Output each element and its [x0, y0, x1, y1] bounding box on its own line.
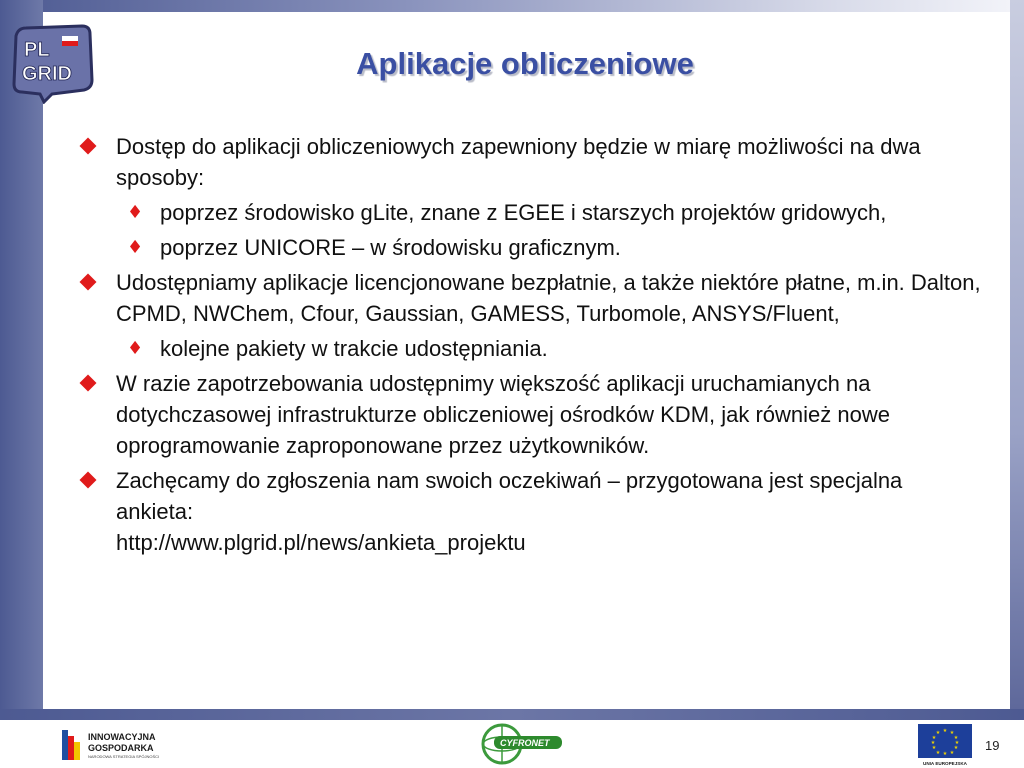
page-number: 19 — [985, 738, 1000, 753]
bullet-text: Dostęp do aplikacji obliczeniowych zapewniony będzie w miarę możliwości na dwa sposoby: — [116, 134, 921, 190]
survey-link[interactable]: http://www.plgrid.pl/news/ankieta_projektu — [116, 530, 526, 555]
svg-text:★: ★ — [930, 740, 936, 746]
small-diamond-bullet-icon: ♦ — [127, 338, 144, 359]
bullet-text: Zachęcamy do zgłoszenia nam swoich oczekiwań – przygotowana jest specjalna ankieta: — [116, 468, 903, 524]
bullet-item-licensed-apps — [78, 267, 983, 329]
svg-text:★: ★ — [953, 745, 959, 751]
svg-text:NARODOWA STRATEGIA SPÓJNOŚCI: NARODOWA STRATEGIA SPÓJNOŚCI — [88, 754, 160, 759]
slide-footer — [0, 720, 1024, 768]
frame-bottom-bar — [0, 709, 1024, 720]
sub-bullet-item-glite — [78, 197, 983, 228]
bullet-item-access — [78, 131, 983, 193]
svg-text:INNOWACYJNA: INNOWACYJNA — [88, 732, 156, 742]
bullet-item-on-demand — [78, 368, 983, 461]
svg-text:★: ★ — [935, 730, 941, 736]
svg-text:★: ★ — [931, 745, 937, 751]
svg-text:★: ★ — [953, 735, 959, 741]
slide-title: Aplikacje obliczeniowe — [356, 46, 694, 81]
diamond-bullet-icon — [80, 375, 97, 392]
eu-flag-logo — [916, 723, 974, 767]
plgrid-logo — [8, 22, 96, 104]
svg-text:★: ★ — [942, 751, 948, 757]
svg-text:CYFRONET: CYFRONET — [500, 738, 550, 748]
svg-text:★: ★ — [954, 740, 960, 746]
slide-body — [78, 131, 983, 562]
cyfronet-logo — [476, 722, 566, 766]
diamond-bullet-icon — [80, 274, 97, 291]
diamond-bullet-icon — [80, 138, 97, 155]
svg-text:★: ★ — [935, 750, 941, 756]
innowacyjna-gospodarka-logo — [60, 726, 180, 764]
bullet-text: Udostępniamy aplikacje licencjonowane bezpłatnie, a także niektóre płatne, m.in. Dalton, CPMD, NWChem, Cfour, Gaussian, GAMESS, Turbomole, ANSYS/Fluent, — [116, 270, 981, 326]
bullet-item-survey — [78, 465, 983, 558]
svg-text:★: ★ — [949, 730, 955, 736]
sub-bullet-text: poprzez UNICORE – w środowisku graficznym. — [160, 235, 621, 260]
bullet-text: W razie zapotrzebowania udostępnimy większość aplikacji uruchamianych na dotychczasowej infrastrukturze obliczeniowej ośrodków KDM, jak również nowe oprogramowanie zaproponowane przez użytkowników. — [116, 371, 890, 458]
svg-text:PL: PL — [24, 39, 50, 61]
sub-bullet-text: poprzez środowisko gLite, znane z EGEE i starszych projektów gridowych, — [160, 200, 887, 225]
sub-bullet-item-unicore — [78, 232, 983, 263]
small-diamond-bullet-icon: ♦ — [127, 202, 144, 223]
svg-text:★: ★ — [931, 735, 937, 741]
svg-text:★: ★ — [942, 728, 948, 734]
frame-left-bar — [0, 0, 43, 720]
svg-text:GOSPODARKA: GOSPODARKA — [88, 743, 154, 753]
sub-bullet-text: kolejne pakiety w trakcie udostępniania. — [160, 336, 548, 361]
svg-text:UNIA EUROPEJSKA: UNIA EUROPEJSKA — [923, 761, 967, 766]
diamond-bullet-icon — [80, 472, 97, 489]
frame-right-bar — [1010, 0, 1024, 720]
svg-text:★: ★ — [949, 750, 955, 756]
small-diamond-bullet-icon: ♦ — [127, 237, 144, 258]
svg-text:GRID: GRID — [22, 63, 72, 85]
frame-top-bar — [0, 0, 1024, 12]
sub-bullet-item-next-packages — [78, 333, 983, 364]
